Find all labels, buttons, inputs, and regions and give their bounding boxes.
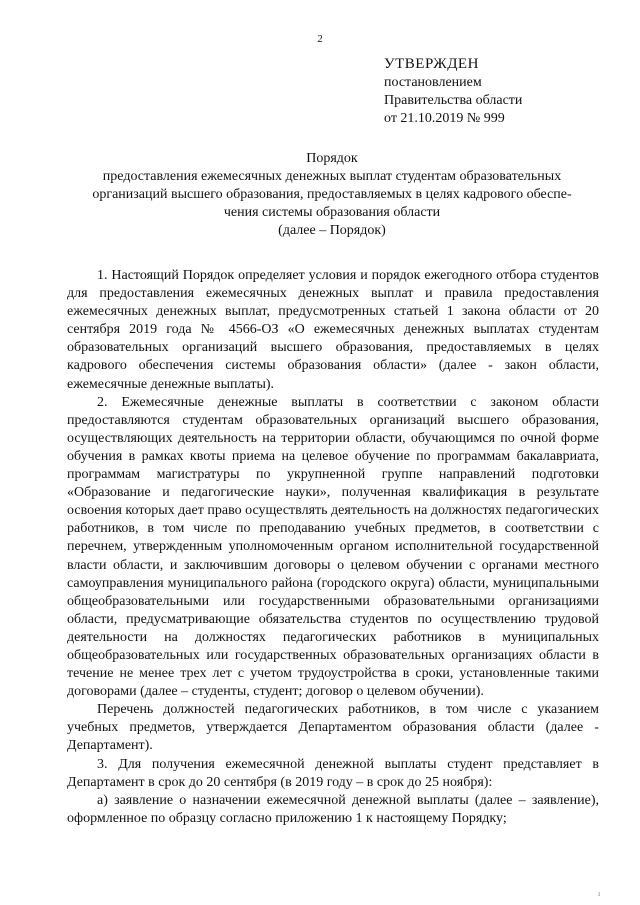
approval-line-3: от 21.10.2019 № 999: [384, 111, 505, 126]
approval-heading: УТВЕРЖДЕН: [384, 56, 479, 72]
title-line-2: организаций высшего образования, предоставляемых в целях кадрового обеспе-: [92, 187, 572, 202]
document-body: [67, 267, 599, 828]
title-line-3: чения системы образования области: [223, 205, 441, 220]
paragraph-2-list-note: Перечень должностей педагогических работников, в том числе с указанием учебных предметов, утверждается Департаментом образования области (далее - Департамент).: [67, 702, 599, 754]
title-heading: Порядок: [306, 151, 358, 166]
corner-tick-mark: ı: [598, 889, 601, 898]
paragraph-3: 3. Для получения ежемесячной денежной выплаты студент представляет в Департамент в срок до 20 сентября (в 2019 году – в срок до 25 ноября):: [67, 756, 599, 790]
title-line-1: предоставления ежемесячных денежных выплат студентам образовательных: [102, 169, 562, 184]
title-line-4: (далее – Порядок): [278, 223, 386, 238]
paragraph-3-item-a: а) заявление о назначении ежемесячной денежной выплаты (далее – заявление), оформленное по образцу согласно приложению 1 к настоящему Порядку;: [67, 792, 599, 826]
document-title: [82, 150, 582, 240]
approval-stamp: [384, 55, 522, 128]
paragraph-1: 1. Настоящий Порядок определяет условия и порядок ежегодного отбора студентов для предоставления ежемесячных денежных выплат и правила предоставления ежемесячных денежных выплат, предусмотренных статьей 1 закона области от 20 сентября 2019 года № 4566-ОЗ «О ежемесячных денежных выплатах студентам образовательных организаций высшего образования, предоставляемых в целях кадрового обеспечения системы образования области» (далее - закон области, ежемесячные денежные выплаты).: [67, 268, 599, 392]
approval-line-1: постановлением: [384, 75, 482, 90]
paragraph-2: 2. Ежемесячные денежные выплаты в соответствии с законом области предоставляются студентам образовательных организаций высшего образования, осуществляющих деятельность на территории области, обучающимся по очной форме обучения в рамках квоты приема на целевое обучение по программам бакалавриата, программам магистратуры по укрупненной группе направлений подготовки «Образование и педагогические науки», полученная квалификация в результате освоения которых дает право осуществлять деятельность на должностях педагогических работников, в том числе по преподаванию учебных предметов, в соответствии с перечнем, утвержденным уполномоченным органом исполнительной государственной власти области, и заключившим договоры о целевом обучении с органами местного самоуправления муниципального района (городского округа) области, муниципальными общеобразовательными или государственными образовательными организациями области, предусматривающие обязательства студентов по осуществлению трудовой деятельности на должностях педагогических работников в муниципальных общеобразовательных или государственных образовательных организациях области в течение не менее трех лет с учетом трудоустройства в сроки, установленные такими договорами (далее – студенты, студент; договор о целевом обучении).: [67, 394, 599, 700]
page-number: 2: [317, 33, 323, 45]
approval-line-2: Правительства области: [384, 93, 523, 108]
